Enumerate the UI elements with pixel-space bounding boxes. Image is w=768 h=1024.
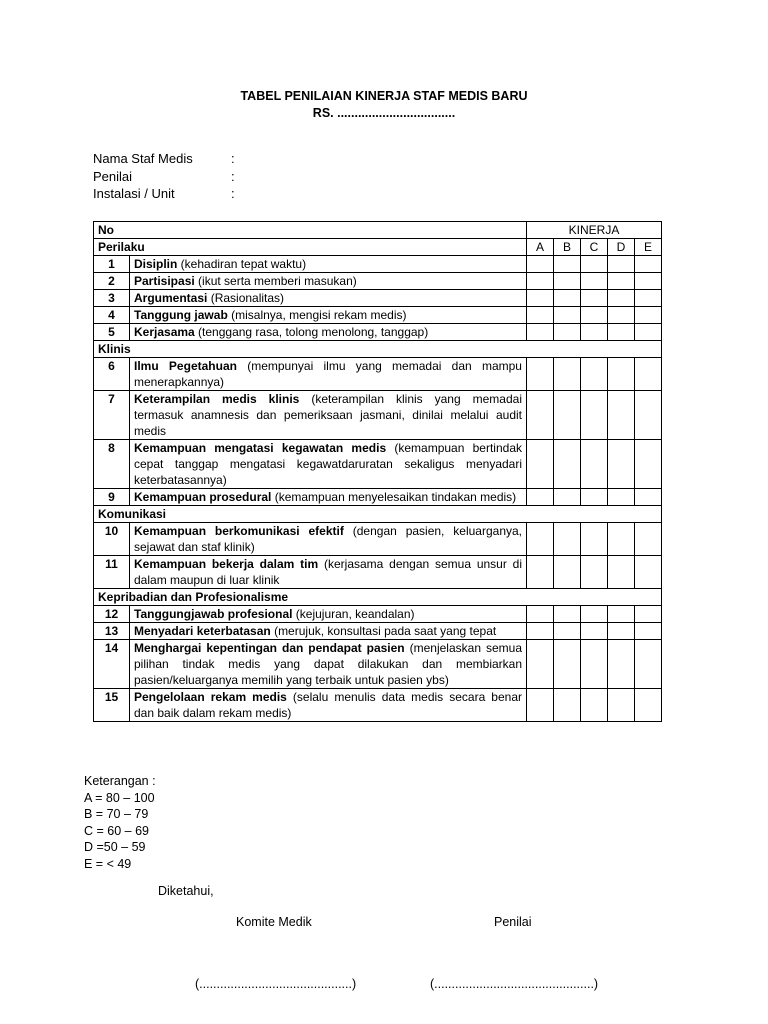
item-criterion: Pengelolaan rekam medis (134, 690, 287, 704)
komite-signature-line: (............................................) (195, 977, 357, 991)
grade-cell-d[interactable] (608, 290, 635, 307)
table-row (94, 290, 662, 307)
grade-cell-b[interactable] (554, 689, 581, 722)
item-description (130, 391, 527, 440)
grade-cell-c[interactable] (581, 256, 608, 273)
grade-cell-b[interactable] (554, 556, 581, 589)
grade-cell-a[interactable] (527, 623, 554, 640)
grade-cell-e[interactable] (635, 523, 662, 556)
item-criterion: Kerjasama (134, 325, 195, 339)
grade-cell-d[interactable] (608, 640, 635, 689)
grade-cell-e[interactable] (635, 290, 662, 307)
item-detail: (Rasionalitas) (207, 291, 285, 305)
field-instalasi-unit (93, 186, 235, 201)
item-number: 1 (94, 256, 130, 273)
legend-line: D =50 – 59 (84, 840, 146, 854)
grade-cell-c[interactable] (581, 556, 608, 589)
field-separator: : (231, 186, 235, 201)
grade-cell-e[interactable] (635, 689, 662, 722)
table-row (94, 273, 662, 290)
item-detail: (menjelaskan semua pilihan tindak medis yang dapat dilakukan dan membiarkan pasien/keluarganya memilih yang terbaik untuk pasien ybs) (134, 641, 522, 687)
grade-cell-b[interactable] (554, 290, 581, 307)
table-row (94, 440, 662, 489)
grade-cell-d[interactable] (608, 440, 635, 489)
grade-header-b: B (554, 239, 581, 256)
grade-cell-e[interactable] (635, 358, 662, 391)
item-description (130, 623, 527, 640)
grade-cell-a[interactable] (527, 358, 554, 391)
item-detail: (selalu menulis data medis secara benar dan baik dalam rekam medis) (134, 690, 522, 720)
grade-cell-e[interactable] (635, 640, 662, 689)
grade-header-c: C (581, 239, 608, 256)
grade-cell-b[interactable] (554, 307, 581, 324)
legend-line: C = 60 – 69 (84, 824, 149, 838)
item-criterion: Ilmu Pegetahuan (134, 359, 237, 373)
section-row (94, 341, 662, 358)
grade-header-d: D (608, 239, 635, 256)
section-row (94, 589, 662, 606)
grade-cell-b[interactable] (554, 273, 581, 290)
grade-cell-a[interactable] (527, 324, 554, 341)
item-description (130, 324, 527, 341)
grade-cell-b[interactable] (554, 440, 581, 489)
field-label: Instalasi / Unit (93, 186, 175, 201)
grade-cell-c[interactable] (581, 623, 608, 640)
item-description (130, 307, 527, 324)
grade-cell-a[interactable] (527, 640, 554, 689)
penilai-signature-line: (..............................................) (430, 977, 599, 991)
item-description (130, 689, 527, 722)
item-description (130, 256, 527, 273)
grade-cell-c[interactable] (581, 640, 608, 689)
diketahui-label: Diketahui, (158, 884, 214, 898)
item-detail: (ikut serta memberi masukan) (194, 274, 357, 288)
item-number: 10 (94, 523, 130, 556)
grade-header-row (94, 239, 662, 256)
grade-cell-d[interactable] (608, 623, 635, 640)
item-detail: (kerjasama dengan semua unsur di dalam maupun di luar klinik (134, 557, 523, 587)
hospital-name-line: RS. .................................. (312, 106, 456, 120)
grade-cell-c[interactable] (581, 324, 608, 341)
assessment-table (93, 221, 662, 722)
grade-cell-d[interactable] (608, 324, 635, 341)
section-row (94, 506, 662, 523)
item-detail: (merujuk, konsultasi pada saat yang tepat (270, 624, 497, 638)
table-row (94, 556, 662, 589)
table-row (94, 489, 662, 506)
grade-cell-d[interactable] (608, 256, 635, 273)
grade-cell-e[interactable] (635, 623, 662, 640)
grade-cell-a[interactable] (527, 606, 554, 623)
grade-cell-c[interactable] (581, 290, 608, 307)
section-klinis: Klinis (94, 341, 662, 358)
grade-cell-d[interactable] (608, 489, 635, 506)
grade-cell-d[interactable] (608, 556, 635, 589)
item-detail: (kejujuran, keandalan) (292, 607, 415, 621)
item-criterion: Kemampuan prosedural (134, 490, 272, 504)
grade-cell-c[interactable] (581, 489, 608, 506)
grade-cell-b[interactable] (554, 623, 581, 640)
item-number: 2 (94, 273, 130, 290)
grade-cell-a[interactable] (527, 290, 554, 307)
field-nama-staf-medis (93, 151, 235, 166)
item-detail: (kehadiran tepat waktu) (177, 257, 307, 271)
grade-cell-a[interactable] (527, 256, 554, 273)
item-detail: (kemampuan menyelesaikan tindakan medis) (271, 490, 517, 504)
item-number: 7 (94, 391, 130, 440)
item-number: 3 (94, 290, 130, 307)
item-number: 14 (94, 640, 130, 689)
grade-cell-b[interactable] (554, 256, 581, 273)
grade-cell-d[interactable] (608, 273, 635, 290)
grade-cell-c[interactable] (581, 689, 608, 722)
grade-cell-e[interactable] (635, 606, 662, 623)
item-number: 6 (94, 358, 130, 391)
grade-cell-c[interactable] (581, 606, 608, 623)
item-number: 12 (94, 606, 130, 623)
grade-cell-b[interactable] (554, 391, 581, 440)
header-no: No (94, 222, 527, 239)
item-detail: (misalnya, mengisi rekam medis) (227, 308, 407, 322)
item-criterion: Disiplin (134, 257, 178, 271)
table-row (94, 640, 662, 689)
grade-cell-a[interactable] (527, 556, 554, 589)
item-detail: (mempunyai ilmu yang memadai dan mampu menerapkannya) (134, 359, 522, 389)
item-description (130, 606, 527, 623)
table-row (94, 606, 662, 623)
item-detail: (kemampuan bertindak cepat tanggap mengatasi kegawatdaruratan sekaligus menyadari keterbatasannya) (134, 441, 522, 487)
grade-cell-b[interactable] (554, 358, 581, 391)
grade-cell-c[interactable] (581, 523, 608, 556)
grade-cell-c[interactable] (581, 307, 608, 324)
grade-cell-e[interactable] (635, 273, 662, 290)
field-label: Nama Staf Medis (93, 151, 193, 166)
penilai-label: Penilai (494, 915, 532, 929)
grade-cell-a[interactable] (527, 391, 554, 440)
table-row (94, 358, 662, 391)
item-description (130, 640, 527, 689)
table-row (94, 256, 662, 273)
item-criterion: Tanggung jawab (134, 308, 228, 322)
grade-cell-a[interactable] (527, 489, 554, 506)
item-description (130, 556, 527, 589)
legend-line: A = 80 – 100 (84, 791, 155, 805)
item-criterion: Menghargai kepentingan dan pendapat pasien (134, 641, 405, 655)
section-komunikasi: Komunikasi (94, 506, 662, 523)
grade-cell-b[interactable] (554, 324, 581, 341)
item-description (130, 489, 527, 506)
table-row (94, 523, 662, 556)
field-separator: : (231, 151, 235, 166)
grade-header-a: A (527, 239, 554, 256)
item-number: 5 (94, 324, 130, 341)
field-penilai (93, 169, 235, 184)
item-detail: (dengan pasien, keluarganya, sejawat dan staf klinik) (134, 524, 522, 554)
item-number: 9 (94, 489, 130, 506)
item-description (130, 358, 527, 391)
legend-line: E = < 49 (84, 857, 132, 871)
grade-cell-e[interactable] (635, 256, 662, 273)
grade-cell-d[interactable] (608, 391, 635, 440)
item-number: 8 (94, 440, 130, 489)
item-description (130, 290, 527, 307)
grade-cell-a[interactable] (527, 523, 554, 556)
grade-cell-d[interactable] (608, 358, 635, 391)
grade-cell-e[interactable] (635, 556, 662, 589)
header-kinerja: KINERJA (527, 222, 662, 239)
grade-cell-d[interactable] (608, 606, 635, 623)
grade-cell-c[interactable] (581, 440, 608, 489)
grade-cell-c[interactable] (581, 273, 608, 290)
grade-cell-b[interactable] (554, 523, 581, 556)
grade-cell-a[interactable] (527, 273, 554, 290)
grade-cell-e[interactable] (635, 440, 662, 489)
grade-cell-a[interactable] (527, 307, 554, 324)
item-criterion: Menyadari keterbatasan (134, 624, 271, 638)
field-label: Penilai (93, 169, 133, 184)
grade-cell-b[interactable] (554, 640, 581, 689)
item-number: 4 (94, 307, 130, 324)
legend-line: B = 70 – 79 (84, 807, 149, 821)
section-perilaku: Perilaku (94, 239, 527, 256)
grade-cell-e[interactable] (635, 489, 662, 506)
item-detail: (keterampilan klinis yang memadai termasuk anamnesis dan pemeriksaan jasmani, dinilai melalui audit medis (134, 392, 522, 438)
grade-cell-e[interactable] (635, 307, 662, 324)
item-criterion: Kemampuan mengatasi kegawatan medis (134, 441, 387, 455)
grade-cell-e[interactable] (635, 324, 662, 341)
table-row (94, 391, 662, 440)
grade-cell-d[interactable] (608, 689, 635, 722)
grade-cell-a[interactable] (527, 689, 554, 722)
item-number: 15 (94, 689, 130, 722)
item-description (130, 440, 527, 489)
legend-label: Keterangan : (84, 774, 156, 788)
item-criterion: Argumentasi (134, 291, 208, 305)
section-kepribadian: Kepribadian dan Profesionalisme (94, 589, 662, 606)
grade-cell-e[interactable] (635, 391, 662, 440)
item-criterion: Kemampuan berkomunikasi efektif (134, 524, 344, 538)
item-criterion: Partisipasi (134, 274, 195, 288)
item-criterion: Tanggungjawab profesional (134, 607, 293, 621)
grade-cell-d[interactable] (608, 523, 635, 556)
item-number: 11 (94, 556, 130, 589)
table-row (94, 689, 662, 722)
grade-cell-c[interactable] (581, 358, 608, 391)
item-description (130, 273, 527, 290)
item-description (130, 523, 527, 556)
table-row (94, 324, 662, 341)
grade-cell-a[interactable] (527, 440, 554, 489)
grade-cell-d[interactable] (608, 307, 635, 324)
komite-medik-label: Komite Medik (236, 915, 312, 929)
item-criterion: Keterampilan medis klinis (134, 392, 300, 406)
item-number: 13 (94, 623, 130, 640)
document-title: TABEL PENILAIAN KINERJA STAF MEDIS BARU (240, 89, 528, 103)
table-row (94, 307, 662, 324)
field-separator: : (231, 169, 235, 184)
table-header-row (94, 222, 662, 239)
grade-cell-b[interactable] (554, 606, 581, 623)
item-detail: (tenggang rasa, tolong menolong, tanggap) (194, 325, 429, 339)
grade-header-e: E (635, 239, 662, 256)
grade-cell-c[interactable] (581, 391, 608, 440)
grade-cell-b[interactable] (554, 489, 581, 506)
item-criterion: Kemampuan bekerja dalam tim (134, 557, 319, 571)
table-row (94, 623, 662, 640)
